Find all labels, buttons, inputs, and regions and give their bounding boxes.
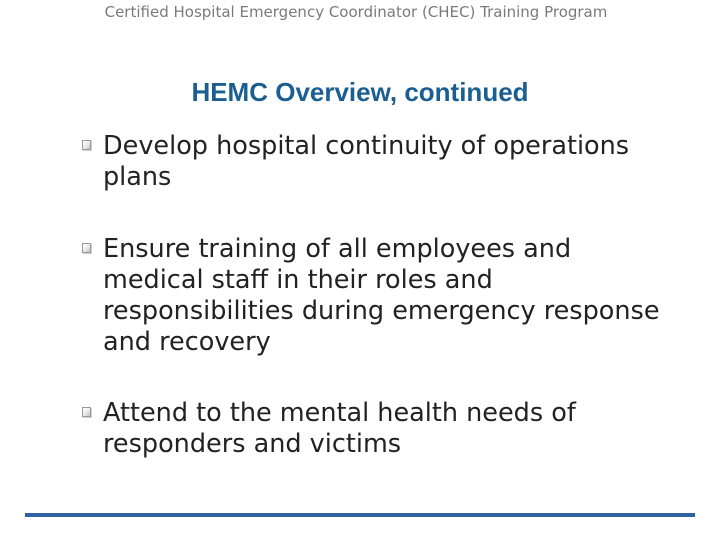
square-bullet-icon	[82, 407, 91, 417]
square-bullet-icon	[82, 140, 91, 150]
bullet-text: Attend to the mental health needs of responders and victims	[103, 398, 576, 459]
bullet-text: Develop hospital continuity of operations plans	[103, 131, 630, 192]
footer-rule	[25, 513, 695, 517]
square-bullet-icon	[82, 243, 91, 253]
program-header: Certified Hospital Emergency Coordinator (CHEC) Training Program	[104, 3, 608, 21]
bullet-text: Ensure training of all employees and medical staff in their roles and responsibilities during emergency response and recovery	[103, 234, 660, 357]
slide-title: HEMC Overview, continued	[191, 77, 529, 107]
